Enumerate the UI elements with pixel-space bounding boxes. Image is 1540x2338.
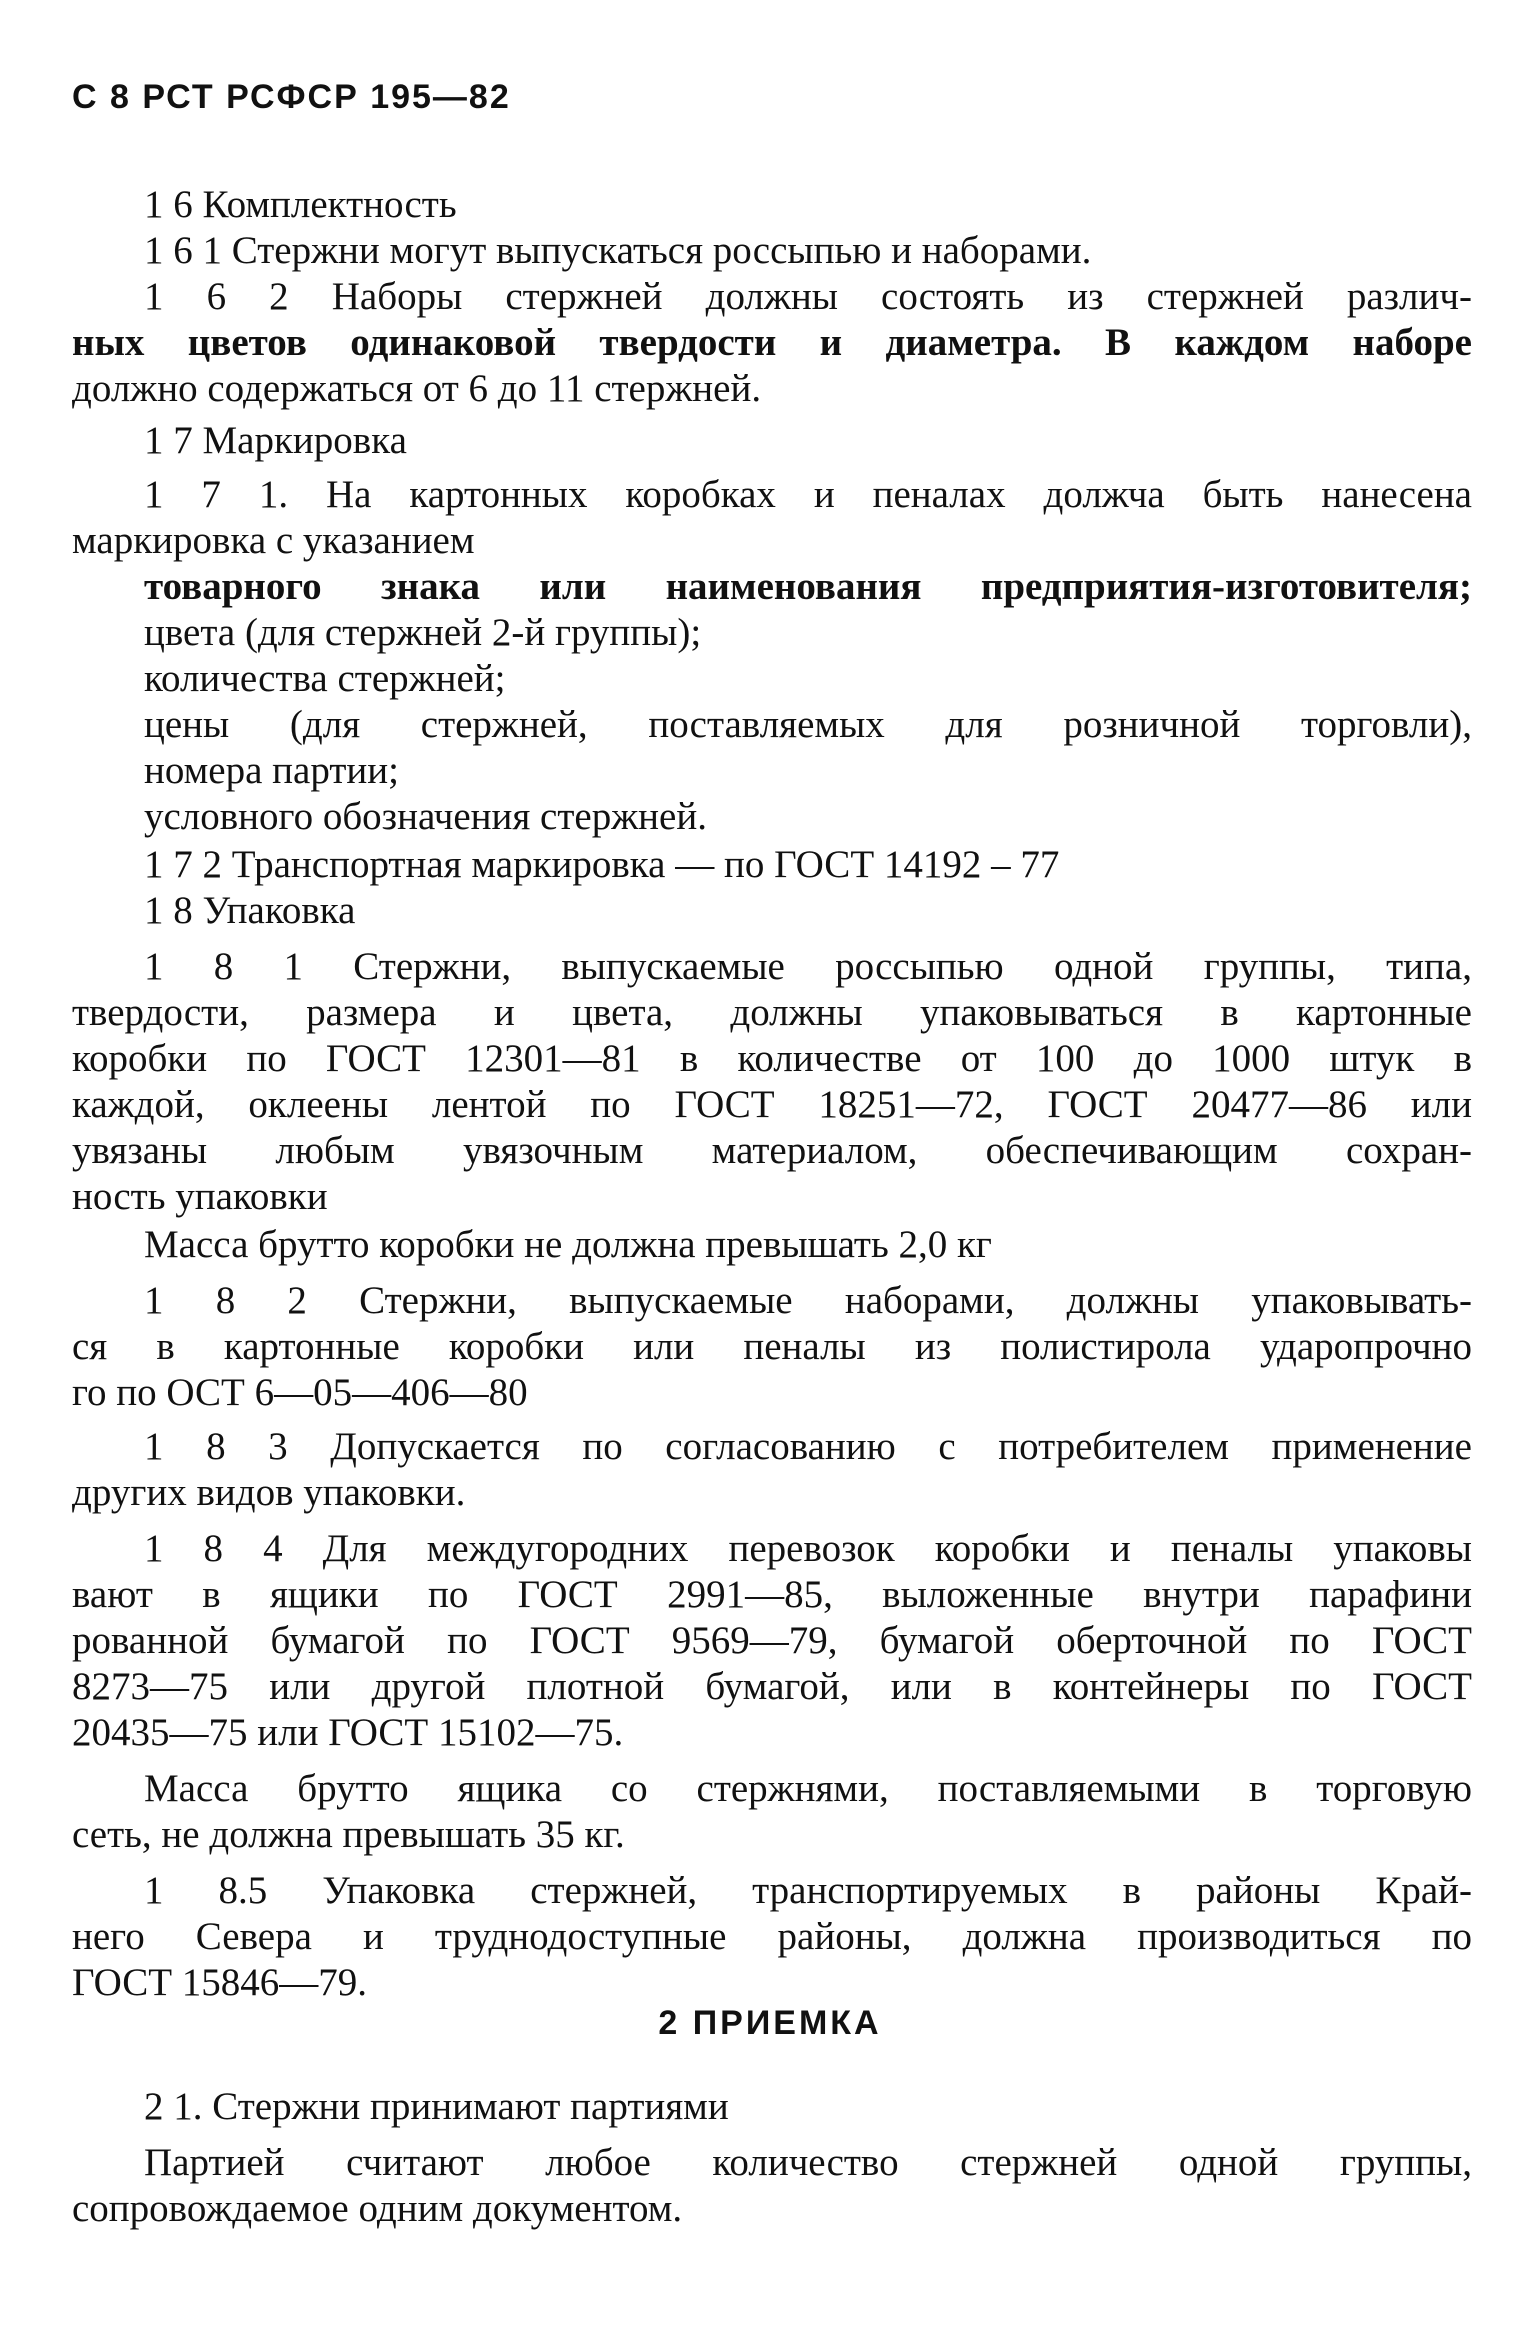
- paragraph-1-8-1-line: каждой, оклеены лентой по ГОСТ 18251—72, ГОСТ 20477—86 или: [72, 1083, 1472, 1126]
- paragraph-1-8-4-mass-line: Масса брутто ящика со стержнями, поставляемыми в торговую: [144, 1767, 1472, 1810]
- paragraph-1-8-4-line: рованной бумагой по ГОСТ 9569—79, бумагой оберточной по ГОСТ: [72, 1619, 1472, 1662]
- paragraph-1-8-5-line: 1 8.5 Упаковка стержней, транспортируемых в районы Край-: [144, 1869, 1472, 1912]
- subsection-title-1-6: 1 6 Комплектность: [144, 183, 457, 226]
- paragraph-1-8-2-line: го по ОСТ 6—05—406—80: [72, 1371, 528, 1414]
- subsection-title-1-8: 1 8 Упаковка: [144, 889, 356, 932]
- paragraph-1-8-5-line: ГОСТ 15846—79.: [72, 1961, 368, 2004]
- section-heading-2: 2 ПРИЕМКА: [658, 2004, 882, 2042]
- paragraph-1-8-1-line: 1 8 1 Стержни, выпускаемые россыпью одной группы, типа,: [144, 945, 1472, 988]
- paragraph-1-6-2-line: 1 6 2 Наборы стержней должны состоять из стержней различ-: [144, 275, 1472, 318]
- paragraph-1-8-4-line: 1 8 4 Для междугородних перевозок коробки и пеналы упаковы: [144, 1527, 1472, 1570]
- paragraph-1-8-1-line: ность упаковки: [72, 1175, 328, 1218]
- paragraph-1-8-3-line: других видов упаковки.: [72, 1471, 466, 1514]
- paragraph-1-8-2-line: 1 8 2 Стержни, выпускаемые наборами, должны упаковывать-: [144, 1279, 1472, 1322]
- paragraph-1-8-4-line: 8273—75 или другой плотной бумагой, или в контейнеры по ГОСТ: [72, 1665, 1472, 1708]
- paragraph-1-6-2-line: ных цветов одинаковой твердости и диаметра. В каждом наборе: [72, 321, 1472, 364]
- marking-list-item: номера партии;: [144, 749, 399, 792]
- paragraph-2-1: 2 1. Стержни принимают партиями: [144, 2085, 729, 2128]
- paragraph-1-7-2: 1 7 2 Транспортная маркировка — по ГОСТ 14192 – 77: [144, 843, 1060, 886]
- paragraph-1-8-4-mass-line: сеть, не должна превышать 35 кг.: [72, 1813, 625, 1856]
- paragraph-1-8-2-line: ся в картонные коробки или пеналы из полистирола ударопрочно: [72, 1325, 1472, 1368]
- paragraph-1-6-2-line: должно содержаться от 6 до 11 стержней.: [72, 367, 762, 410]
- paragraph-1-8-4-line: 20435—75 или ГОСТ 15102—75.: [72, 1711, 624, 1754]
- paragraph-1-8-5-line: него Севера и труднодоступные районы, должна производиться по: [72, 1915, 1472, 1958]
- paragraph-1-6-1: 1 6 1 Стержни могут выпускаться россыпью и наборами.: [144, 229, 1092, 272]
- subsection-title-1-7: 1 7 Маркировка: [144, 419, 407, 462]
- marking-list-item: количества стержней;: [144, 657, 506, 700]
- paragraph-1-8-1-line: увязаны любым увязочным материалом, обеспечивающим сохран-: [72, 1129, 1472, 1172]
- paragraph-1-8-1-line: твердости, размера и цвета, должны упаковываться в картонные: [72, 991, 1472, 1034]
- paragraph-1-7-1-line: маркировка с указанием: [72, 519, 475, 562]
- marking-list-item: цены (для стержней, поставляемых для розничной торговли),: [144, 703, 1472, 746]
- paragraph-1-8-1-line: коробки по ГОСТ 12301—81 в количестве от 100 до 1000 штук в: [72, 1037, 1472, 1080]
- marking-list-item: товарного знака или наименования предприятия-изготовителя;: [144, 565, 1472, 608]
- paragraph-1-8-1-mass: Масса брутто коробки не должна превышать 2,0 кг: [144, 1223, 992, 1266]
- paragraph-1-8-4-line: вают в ящики по ГОСТ 2991—85, выложенные внутри парафини: [72, 1573, 1472, 1616]
- paragraph-1-8-3-line: 1 8 3 Допускается по согласованию с потребителем применение: [144, 1425, 1472, 1468]
- paragraph-2-1-line: Партией считают любое количество стержней одной группы,: [144, 2141, 1472, 2184]
- marking-list-item: цвета (для стержней 2-й группы);: [144, 611, 702, 654]
- marking-list-item: условного обозначения стержней.: [144, 795, 707, 838]
- paragraph-1-7-1-line: 1 7 1. На картонных коробках и пеналах должча быть нанесена: [144, 473, 1472, 516]
- paragraph-2-1-line: сопровождаемое одним документом.: [72, 2187, 683, 2230]
- running-header: С 8 РСТ РСФСР 195—82: [72, 78, 511, 116]
